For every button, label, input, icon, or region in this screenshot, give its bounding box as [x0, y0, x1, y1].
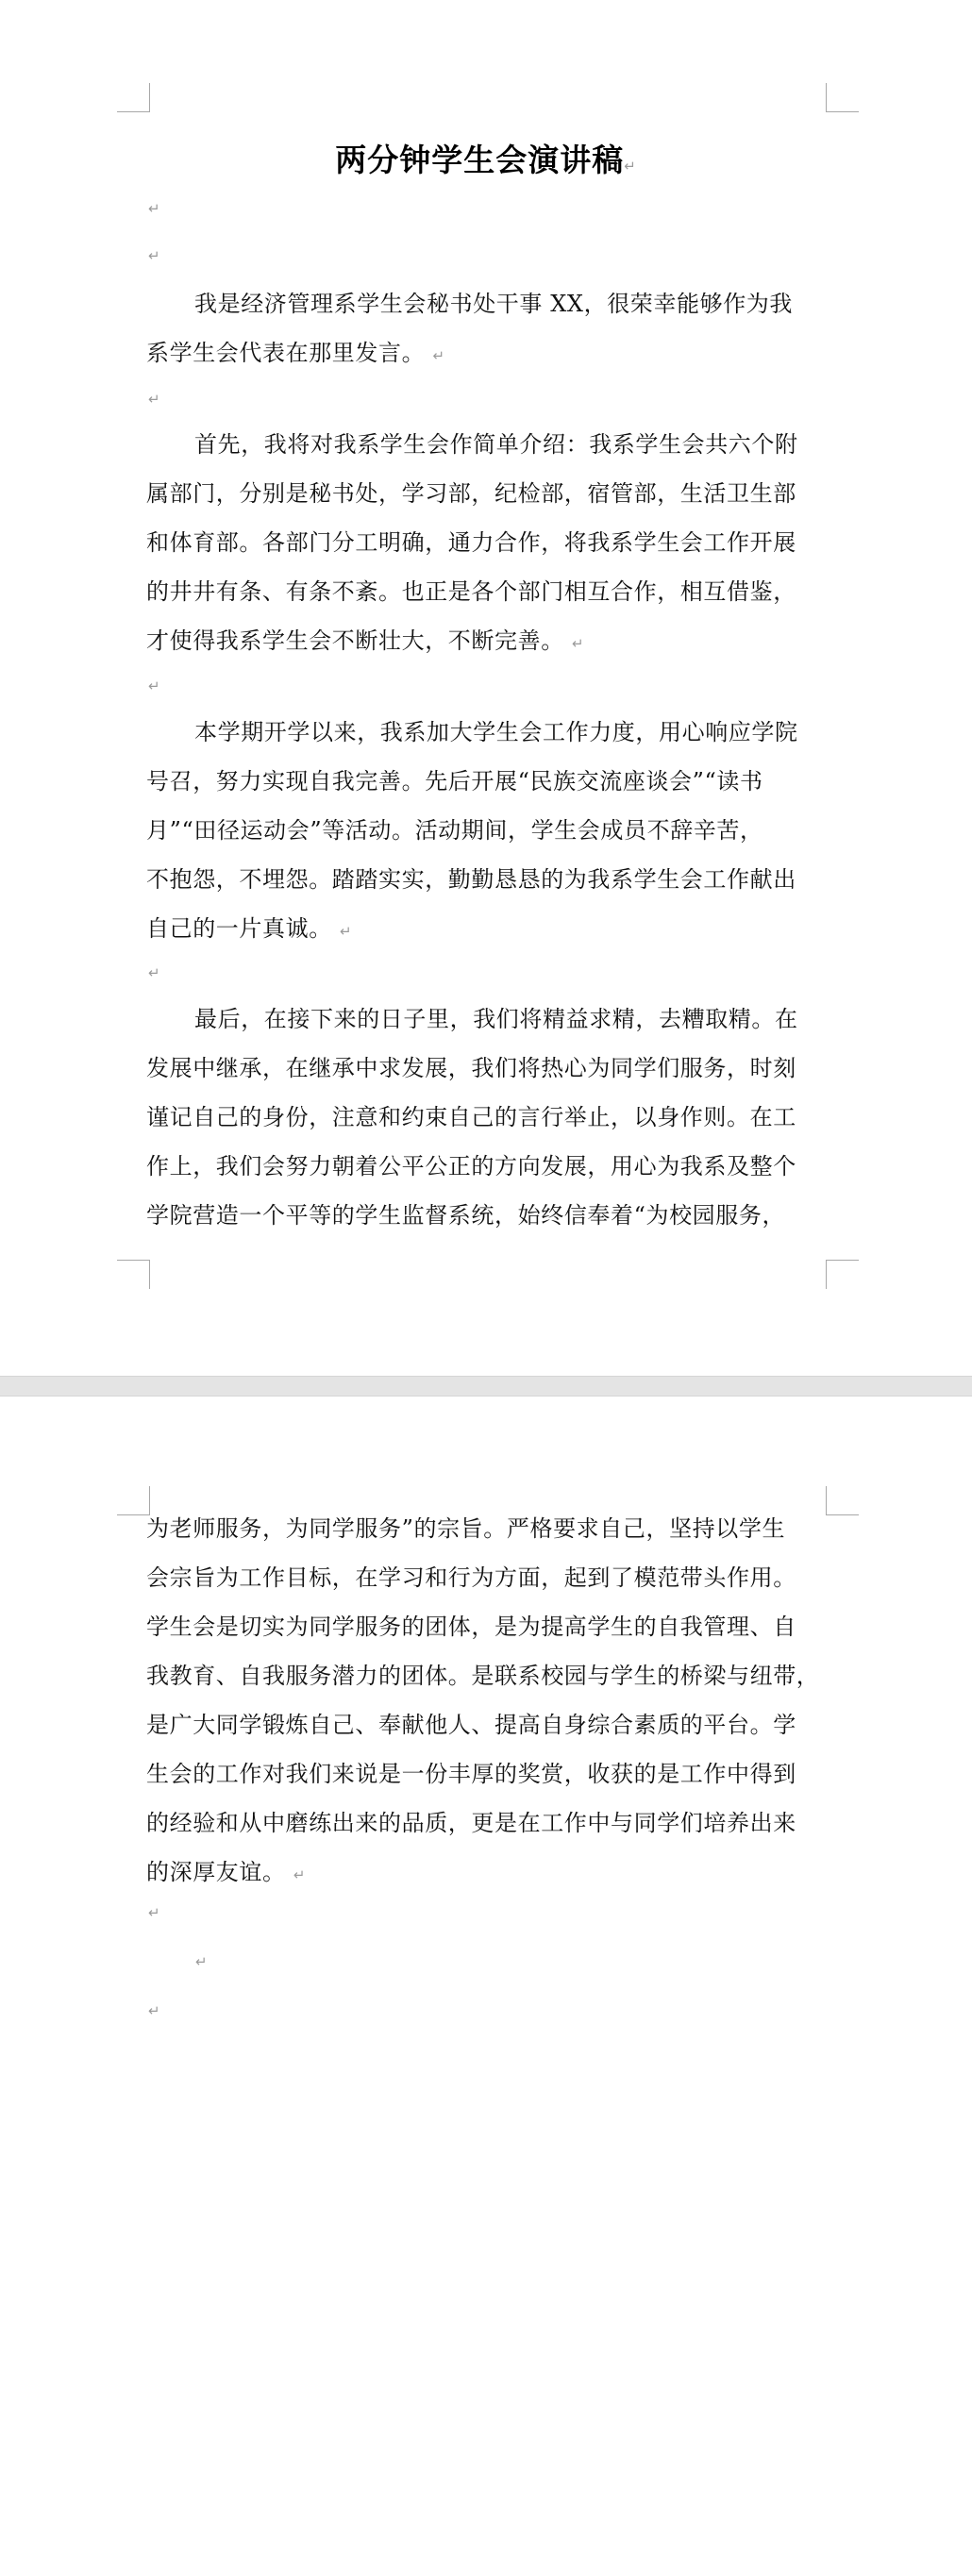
paragraph-line: 学院营造一个平等的学生监督系统，始终信奉着“为校园服务，: [146, 1202, 786, 1229]
paragraph-continuation[interactable]: [146, 1504, 832, 1899]
paragraph-line: 本学期开学以来，我系加大学生会工作力度，用心响应学院: [194, 719, 798, 745]
paragraph-line: 最后，在接下来的日子里，我们将精益求精，去糟取精。在: [194, 1006, 798, 1032]
empty-paragraph-mark: ↵: [148, 391, 160, 408]
margin-corner-bottom-left: [117, 1260, 150, 1289]
paragraph-line: 的井井有条、有条不紊。也正是各个部门相互合作，相互借鉴，: [146, 578, 796, 605]
empty-paragraph-mark: ↵: [148, 1904, 160, 1921]
empty-paragraph-mark: ↵: [195, 1953, 208, 1970]
paragraph-line: 学生会是切实为同学服务的团体，是为提高学生的自我管理、自: [146, 1614, 796, 1640]
paragraph-line: 的经验和从中磨练出来的品质，更是在工作中与同学们培养出来: [146, 1810, 796, 1836]
paragraph-activities[interactable]: [146, 708, 832, 956]
paragraph-line: 月”“田径运动会”等活动。活动期间，学生会成员不辞辛苦，: [146, 817, 763, 844]
empty-paragraph-mark: ↵: [148, 2002, 160, 2019]
document-page-2: [0, 1397, 972, 2576]
empty-paragraph-mark: ↵: [148, 677, 160, 694]
margin-corner-top-right: [826, 83, 859, 112]
document-title[interactable]: [0, 136, 972, 180]
empty-paragraph-mark: ↵: [148, 964, 160, 981]
paragraph-line: 生会的工作对我们来说是一份丰厚的奖赏，收获的是工作中得到: [146, 1761, 796, 1787]
paragraph-intro[interactable]: [146, 279, 832, 380]
paragraph-line: 为老师服务，为同学服务”的宗旨。严格要求自己，坚持以学生: [146, 1515, 786, 1542]
paragraph-line: 谨记自己的身份，注意和约束自己的言行举止，以身作则。在工: [146, 1104, 796, 1130]
paragraph-line: 我是经济管理系学生会秘书处干事 XX，很荣幸能够作为我: [194, 291, 793, 317]
paragraph-line: 属部门，分别是秘书处，学习部，纪检部，宿管部，生活卫生部: [146, 480, 796, 507]
paragraph-mark: ↵: [624, 158, 637, 175]
paragraph-line: 作上，我们会努力朝着公平公正的方向发展，用心为我系及整个: [146, 1153, 796, 1179]
paragraph-conclusion[interactable]: [146, 995, 832, 1240]
document-title-text: 两分钟学生会演讲稿: [335, 142, 625, 178]
margin-corner-bottom-right: [826, 1260, 859, 1289]
margin-corner-top-left: [117, 83, 150, 112]
paragraph-line: 号召，努力实现自我完善。先后开展“民族交流座谈会”“读书: [146, 768, 763, 795]
paragraph-line: 首先，我将对我系学生会作简单介绍：我系学生会共六个附: [194, 431, 798, 458]
paragraph-departments[interactable]: [146, 420, 832, 668]
paragraph-line: 和体育部。各部门分工明确，通力合作，将我系学生会工作开展: [146, 529, 796, 556]
paragraph-line: 自己的一片真诚。 ↵: [146, 915, 353, 942]
paragraph-line: 系学生会代表在那里发言。 ↵: [146, 340, 445, 366]
paragraph-line: 才使得我系学生会不断壮大，不断完善。 ↵: [146, 627, 585, 654]
paragraph-line: 发展中继承，在继承中求发展，我们将热心为同学们服务，时刻: [146, 1055, 796, 1081]
empty-paragraph-mark: ↵: [148, 200, 160, 217]
empty-paragraph-mark: ↵: [148, 247, 160, 264]
paragraph-line: 的深厚友谊。 ↵: [146, 1859, 307, 1885]
paragraph-line: 会宗旨为工作目标，在学习和行为方面，起到了模范带头作用。: [146, 1564, 796, 1591]
paragraph-line: 是广大同学锻炼自己、奉献他人、提高自身综合素质的平台。学: [146, 1712, 796, 1738]
paragraph-line: 不抱怨，不埋怨。踏踏实实，勤勤恳恳的为我系学生会工作献出: [146, 866, 796, 893]
paragraph-line: 我教育、自我服务潜力的团体。是联系校园与学生的桥梁与纽带，: [146, 1663, 820, 1689]
page-break-gap: [0, 1376, 972, 1397]
margin-corner-top-left: [117, 1486, 150, 1515]
